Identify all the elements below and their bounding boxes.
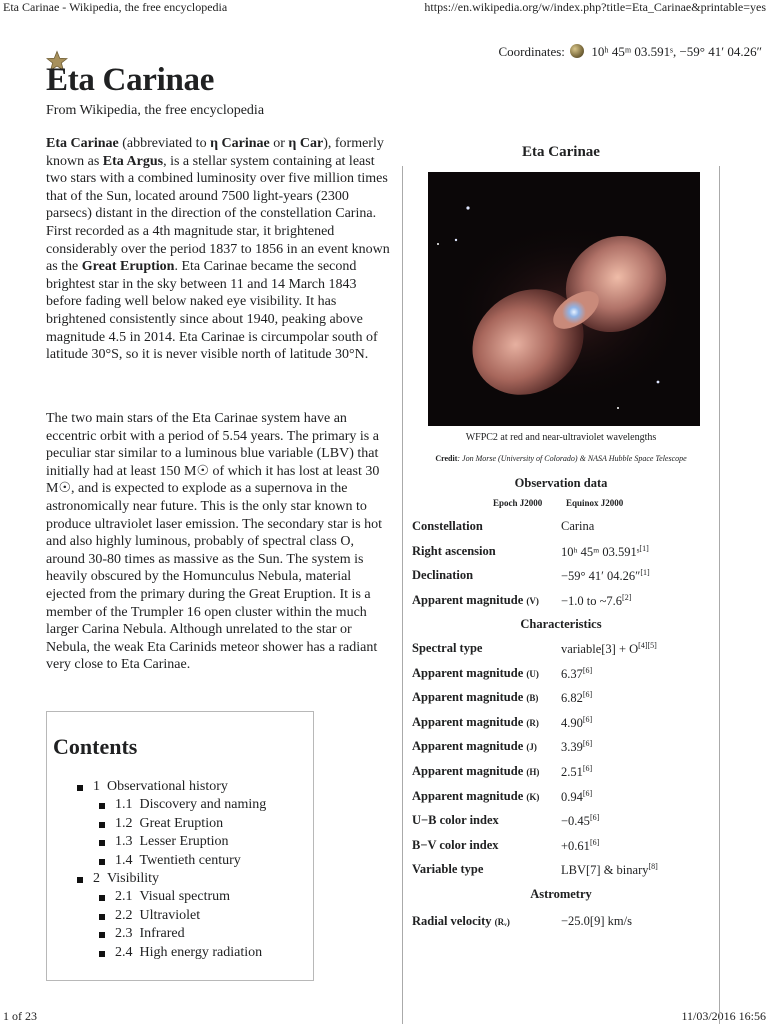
infobox-row-label[interactable]: Declination: [412, 568, 474, 582]
section-observation-data: Observation data: [514, 476, 608, 490]
reference-link[interactable]: [6]: [589, 837, 600, 847]
homunculus-nebula-image: [428, 172, 700, 426]
infobox-row-value: 3.39[6]: [561, 739, 593, 755]
infobox-row-value: 6.37[6]: [561, 665, 593, 681]
coordinates-value[interactable]: 10ʰ 45ᵐ 03.591ˢ, −59° 41′ 04.26″: [591, 44, 762, 59]
toc-subitem[interactable]: 2.2 Ultraviolet: [99, 907, 266, 925]
infobox-row-value: 4.90[6]: [561, 714, 593, 730]
infobox-row-label[interactable]: Apparent magnitude (R): [412, 714, 539, 729]
intro-paragraph-1: [46, 135, 392, 364]
coordinates: [498, 44, 762, 60]
reference-link[interactable]: [6]: [582, 739, 593, 749]
toc-subitem[interactable]: 1.3 Lesser Eruption: [99, 833, 266, 851]
reference-link[interactable]: [6]: [582, 690, 593, 700]
paragraph-text: . Eta Carinae became the second brightest star in the sky between 11 and 14 March 1843 before fading well below naked eye visibility. It has brightened consistently since about 1940, peaking above magnitude 4.5 in 2014. Eta Carinae is circumpolar south of latitude 30°S, so it is never visible north of latitude 30°N.: [46, 259, 378, 363]
infobox-row-label[interactable]: Right ascension: [412, 543, 496, 558]
epoch-label: Epoch J2000: [493, 498, 543, 508]
reference-link[interactable]: [2]: [622, 592, 632, 602]
infobox-caption: Eta Carinae: [522, 144, 600, 160]
article-tagline: From Wikipedia, the free encyclopedia: [46, 103, 265, 118]
infobox-row-value: −1.0 to ~7.6[2]: [561, 592, 632, 608]
reference-link[interactable]: [4][5]: [638, 641, 657, 650]
image-credit: [402, 454, 720, 463]
infobox-row-label[interactable]: Apparent magnitude (H): [412, 764, 540, 778]
toc-subitem[interactable]: 2.1 Visual spectrum: [99, 888, 266, 906]
reference-link[interactable]: [6]: [582, 788, 593, 798]
infobox-row-value: −25.0[9] km/s: [561, 914, 632, 928]
infobox-row-label[interactable]: Apparent magnitude (K): [412, 788, 540, 803]
infobox-row-value: 10ʰ 45ᵐ 03.591ˢ[1]: [561, 543, 649, 559]
bold-term: Eta Argus: [102, 153, 164, 169]
globe-icon[interactable]: [570, 44, 584, 58]
image-caption: WFPC2 at red and near-ultraviolet wavelengths: [465, 432, 657, 443]
infobox-row-value: +0.61[6]: [561, 837, 600, 853]
bold-term: η Carinae: [210, 136, 270, 151]
paragraph-text: or: [269, 136, 289, 151]
bold-term: Eta Carinae: [46, 136, 119, 151]
toc-subitem[interactable]: 2.3 Infrared: [99, 925, 266, 943]
infobox-row-value: variable[3] + O[4][5]: [561, 641, 657, 657]
infobox-row-value: 0.94[6]: [561, 788, 593, 804]
infobox-row-label[interactable]: Spectral type: [412, 641, 483, 655]
article-title: Eta Carinae: [46, 62, 215, 98]
print-timestamp: 11/03/2016 16:56: [681, 1009, 766, 1023]
reference-link[interactable]: [6]: [582, 764, 593, 773]
table-of-contents: [46, 711, 314, 981]
page-count: 1 of 23: [3, 1009, 37, 1023]
infobox-row-label[interactable]: U−B color index: [412, 813, 499, 828]
credit-label: Credit: [435, 454, 458, 463]
url-header[interactable]: https://en.wikipedia.org/w/index.php?title=Eta_Carinae&printable=yes: [424, 0, 766, 14]
section-astrometry: Astrometry: [530, 887, 592, 901]
band-label: (U): [526, 668, 539, 679]
band-label: (V): [526, 595, 539, 606]
paragraph-text: , is a stellar system containing at least two stars with a combined luminosity over five million times that of the Sun, located around 7500 light-years (2300 parsecs) distant in the direction of the constellation Carina. First recorded as a 4th magnitude star, it brightened considerably over the period 1837 to 1856 in an event known as the: [46, 153, 390, 275]
equinox-label: Equinox J2000: [566, 498, 624, 508]
toc-sublist: [99, 888, 266, 962]
page-title-header: Eta Carinae - Wikipedia, the free encyclopedia: [3, 0, 228, 14]
toc-item[interactable]: 2 Visibility: [77, 870, 266, 888]
infobox-row-value: 6.82[6]: [561, 690, 593, 706]
band-label: (R): [526, 717, 539, 728]
coordinates-label: Coordinates:: [498, 44, 565, 59]
infobox-row-label[interactable]: B−V color index: [412, 837, 499, 852]
bold-term: Great Eruption: [81, 259, 175, 275]
toc-item[interactable]: 1 Observational history: [77, 778, 266, 796]
infobox-row-value: −0.45[6]: [561, 813, 600, 829]
infobox-row-label[interactable]: Apparent magnitude (V): [412, 592, 539, 607]
reference-link[interactable]: [1]: [640, 568, 650, 577]
reference-link[interactable]: [6]: [589, 813, 600, 823]
intro-paragraph-2: The two main stars of the Eta Carinae system have an eccentric orbit with a period of 5.54 years. The primary is a peculiar star similar to a luminous blue variable (LBV) that initially had at least 150 M☉ of which it has lost at least 30 M☉, and is expected to explode as a supernova in the astronomically near future. This is the only star known to produce ultraviolet laser emission. The secondary star is hot and also highly luminous, probably of spectral class O, around 30-80 times as massive as the Sun. The system is heavily obscured by the Homunculus Nebula, material ejected from the primary during the Great Eruption. It is a member of the Trumpler 16 open cluster within the much larger Carina Nebula. Although unrelated to the star or Nebula, the weak Eta Carinids meteor shower has a radiant very close to Eta Carinae.: [46, 411, 383, 673]
credit-text: : Jon Morse (University of Colorado) & NASA Hubble Space Telescope: [457, 454, 687, 463]
band-label: (K): [526, 791, 540, 802]
band-label: (B): [526, 693, 539, 704]
paragraph-text: (abbreviated to: [118, 136, 211, 151]
band-label: (H): [526, 767, 540, 777]
reference-link[interactable]: [6]: [582, 665, 593, 675]
toc-list: [77, 778, 266, 962]
reference-link[interactable]: [6]: [582, 714, 593, 724]
infobox-row-label[interactable]: Radial velocity (Rᵥ): [412, 914, 510, 928]
infobox-row-value: 2.51[6]: [561, 764, 593, 780]
infobox-row-label[interactable]: Apparent magnitude (U): [412, 665, 539, 680]
reference-link[interactable]: [1]: [639, 543, 649, 553]
band-label: (Rᵥ): [494, 917, 510, 927]
infobox-row-value: Carina: [561, 519, 595, 533]
toc-subitem[interactable]: 1.2 Great Eruption: [99, 815, 266, 833]
section-characteristics: Characteristics: [520, 617, 602, 631]
toc-subitem[interactable]: 2.4 High energy radiation: [99, 944, 266, 962]
infobox-row-label[interactable]: Apparent magnitude (B): [412, 690, 539, 705]
infobox-row-label[interactable]: Constellation: [412, 519, 483, 533]
infobox-row-value: −59° 41′ 04.26″[1]: [561, 568, 650, 584]
toc-subitem[interactable]: 1.4 Twentieth century: [99, 852, 266, 870]
bold-term: η Car: [288, 136, 324, 151]
eta-carinae-image[interactable]: [428, 172, 700, 426]
reference-link[interactable]: [8]: [648, 862, 658, 872]
infobox-row-value: LBV[7] & binary[8]: [561, 862, 658, 878]
contents-heading: Contents: [53, 734, 138, 759]
infobox-row-label[interactable]: Apparent magnitude (J): [412, 739, 537, 754]
paragraph-text: ), formerly known as: [46, 136, 384, 169]
toc-sublist: [99, 796, 266, 870]
toc-subitem[interactable]: 1.1 Discovery and naming: [99, 796, 266, 814]
infobox-row-label[interactable]: Variable type: [412, 862, 484, 877]
band-label: (J): [526, 742, 537, 753]
